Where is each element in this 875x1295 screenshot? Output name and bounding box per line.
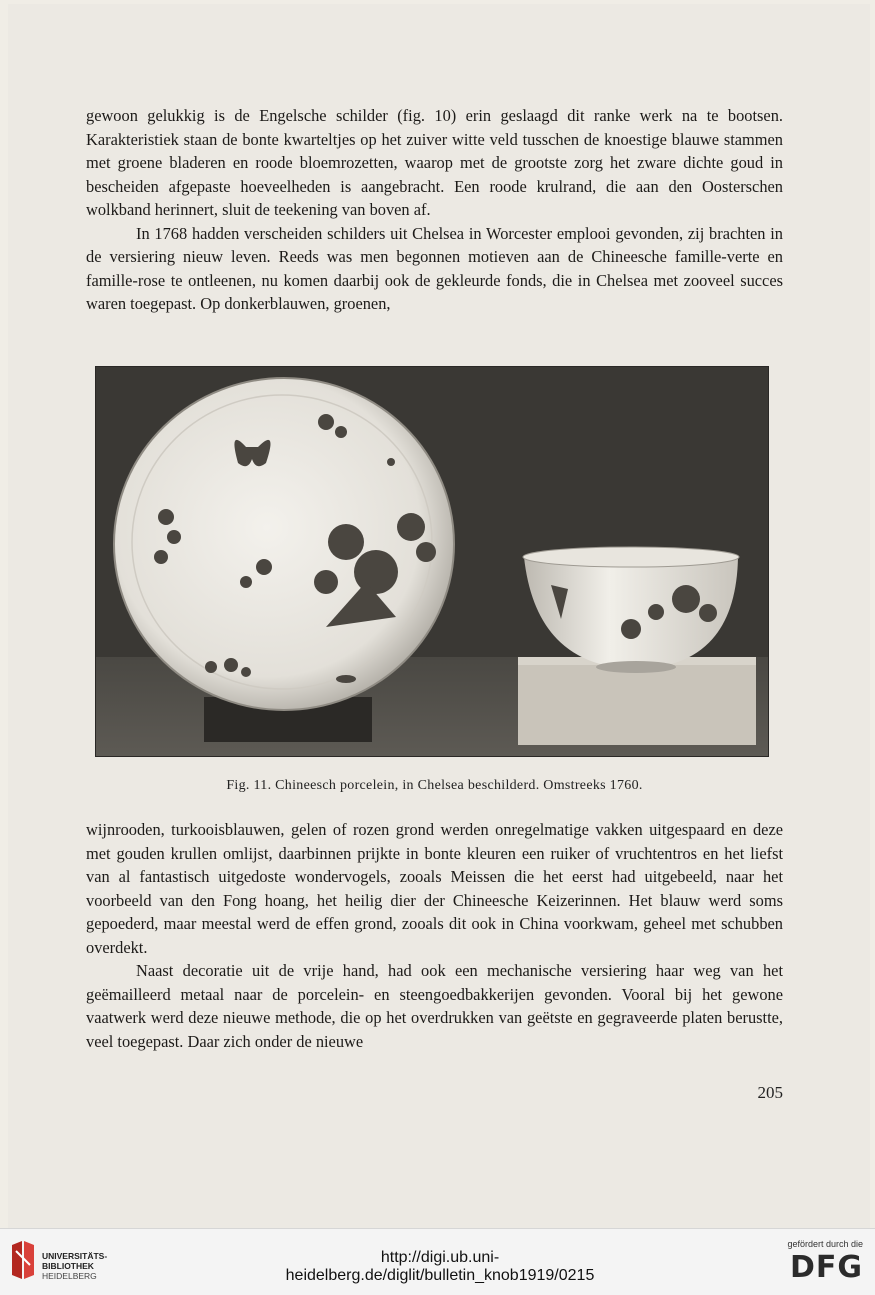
page-number: 205 — [757, 1083, 783, 1102]
porcelain-photo — [96, 367, 768, 756]
library-name-line-3: HEIDELBERG — [42, 1271, 97, 1281]
figure-caption: Fig. 11. Chineesch porcelein, in Chelsea beschilderd. Omstreeks 1760. — [226, 778, 643, 793]
paragraph-1: gewoon gelukkig is de Engelsche schilder (fig. 10) erin geslaagd dit ranke werk na te bootsen. Karakteristiek staan de bonte kwarteltjes op het zuiver witte veld tusschen de knoestige blauwe stammen met groene bladeren en roode bloemrozetten, waarop met de grootste zorg het zware dichte goud in bescheiden afgepaste hoeveelheden is aangebracht. Een roode krulrand, die aan den Oosterschen wolkband herinnert, sluit de teekening van boven af. — [86, 106, 783, 219]
text-block-top — [86, 104, 783, 316]
paragraph-4: Naast decoratie uit de vrije hand, had ook een mechanische versiering haar weg van het geëmailleerd metaal naar de porcelein- en steengoedbakkerijen gevonden. Vooral bij het gewone vaatwerk werd deze nieuwe methode, die op het overdrukken van geëtste en gegraveerde platen berustte, veel toegepast. Daar zich onder de nieuwe — [86, 961, 783, 1051]
library-logo[interactable] — [8, 1239, 128, 1285]
dfg-logo-icon: DFG — [789, 1250, 863, 1285]
library-name-line-1: UNIVERSITÄTS- — [42, 1251, 108, 1261]
paragraph-2: In 1768 hadden verscheiden schilders uit Chelsea in Worcester emplooi gevonden, zij brachten in de versiering nieuw leven. Reeds was men begonnen motieven aan de Chineesche famille-verte en famille-rose te ontleenen, nu komen daarbij ook de gekleurde fonds, die in Chelsea met zooveel succes waren toegepast. Op donkerblauwen, groenen, — [86, 223, 783, 313]
plate — [114, 378, 454, 710]
funding-text: gefördert durch die — [787, 1239, 863, 1249]
viewer-footer — [0, 1228, 875, 1295]
text-block-bottom — [86, 818, 783, 1053]
permalink-url[interactable]: http://digi.ub.uni-heidelberg.de/diglit/bulletin_knob1919/0215 — [285, 1249, 595, 1284]
paragraph-3: wijnrooden, turkooisblauwen, gelen of rozen grond werden onregelmatige vakken uitgespaard en deze met gouden krullen omlijst, daarbinnen prijkte in bonte kleuren een ruiker of vruchtentros en het liefst van al fantastisch uitgedoste wondervogels, zooals Meissen die het eerst had uitgebeeld, naar het voorbeeld van den Fong hoang, het heilig dier der Chineesche Keizerinnen. Het blauw werd soms gepoederd, maar meestal werd de effen grond, zooals dit ook in China voorkwam, geheel met schubben overdekt. — [86, 820, 783, 957]
library-emblem-icon — [8, 1239, 38, 1283]
figure-photo — [95, 366, 769, 757]
library-name-line-2: BIBLIOTHEK — [42, 1261, 94, 1271]
funding-logo[interactable] — [787, 1239, 863, 1283]
